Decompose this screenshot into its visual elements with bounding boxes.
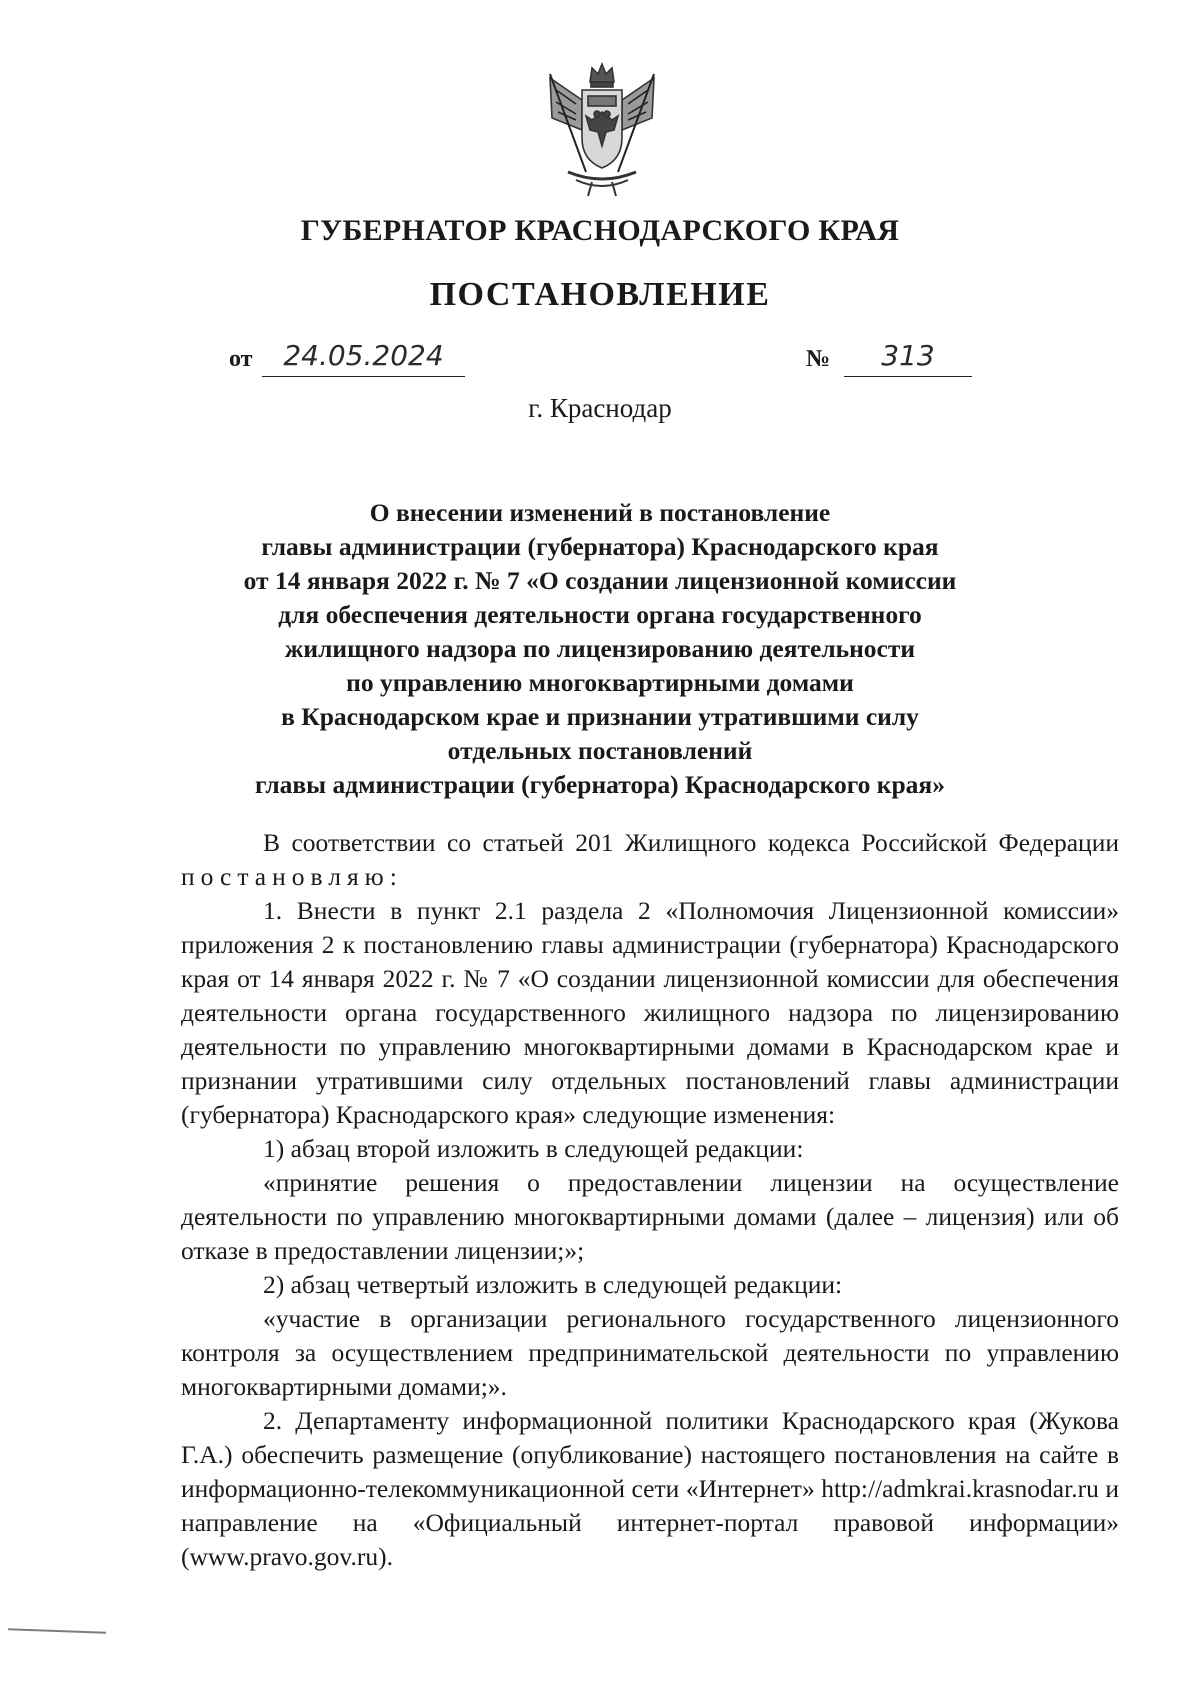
title-line: от 14 января 2022 г. № 7 «О создании лицензионной комиссии bbox=[243, 566, 957, 595]
document-body bbox=[181, 826, 1119, 1574]
document-type: ПОСТАНОВЛЕНИЕ bbox=[429, 276, 771, 313]
resolution-word: постановляю: bbox=[181, 862, 403, 891]
preamble-paragraph bbox=[181, 826, 1119, 894]
title-line: жилищного надзора по лицензированию деятельности bbox=[284, 634, 916, 663]
document-title bbox=[240, 496, 960, 802]
quoted-text-2: «участие в организации регионального государственного лицензионного контроля за осуществлением предпринимательской деятельности по управлению многоквартирными домами;». bbox=[181, 1304, 1119, 1401]
clause-1-paragraph: 1. Внести в пункт 2.1 раздела 2 «Полномочия Лицензионной комиссии» приложения 2 к постановлению главы администрации (губернатора) Краснодарского края от 14 января 2022 г. № 7 «О создании лицензионной комиссии для обеспечения деятельности органа государственного жилищного надзора по лицензированию деятельности по управлению многоквартирными домами в Краснодарском крае и признании утратившими силу отдельных постановлений главы администрации (губернатора) Краснодарского края» следующие изменения: bbox=[181, 896, 1119, 1129]
title-line: отдельных постановлений bbox=[447, 736, 753, 765]
issuing-authority: ГУБЕРНАТОР КРАСНОДАРСКОГО КРАЯ bbox=[300, 214, 900, 247]
title-line: главы администрации (губернатора) Краснодарского края bbox=[261, 532, 939, 561]
date-label: от bbox=[229, 346, 253, 372]
margin-mark bbox=[8, 1628, 106, 1633]
title-line: для обеспечения деятельности органа государственного bbox=[278, 600, 922, 629]
title-line: в Краснодарском крае и признании утратившими силу bbox=[281, 702, 919, 731]
quoted-text-1: «принятие решения о предоставлении лицензии на осуществление деятельности по управлению многоквартирными домами (далее – лицензия) или об отказе в предоставлении лицензии;»; bbox=[181, 1168, 1119, 1265]
preamble-text: В соответствии со статьей 201 Жилищного кодекса Российской Федерации bbox=[263, 828, 1119, 857]
title-line: по управлению многоквартирными домами bbox=[346, 668, 854, 697]
number-label: № bbox=[806, 346, 831, 372]
subclause-2-paragraph: 2) абзац четвертый изложить в следующей редакции: bbox=[263, 1270, 843, 1299]
subclause-1-paragraph: 1) абзац второй изложить в следующей редакции: bbox=[263, 1134, 804, 1163]
clause-2-paragraph: 2. Департаменту информационной политики Краснодарского края (Жукова Г.А.) обеспечить размещение (опубликование) настоящего постановления на сайте в информационно-телекоммуникационной сети «Интернет» http://admkrai.krasnodar.ru и направление на «Официальный интернет-портал правовой информации» (www.pravo.gov.ru). bbox=[181, 1406, 1119, 1571]
city: г. Краснодар bbox=[528, 393, 672, 423]
coat-of-arms-emblem bbox=[542, 60, 662, 200]
document-date: 24.05.2024 bbox=[262, 336, 465, 377]
document-number: 313 bbox=[844, 336, 972, 377]
title-line: главы администрации (губернатора) Краснодарского края» bbox=[255, 770, 945, 799]
title-line: О внесении изменений в постановление bbox=[369, 498, 831, 527]
